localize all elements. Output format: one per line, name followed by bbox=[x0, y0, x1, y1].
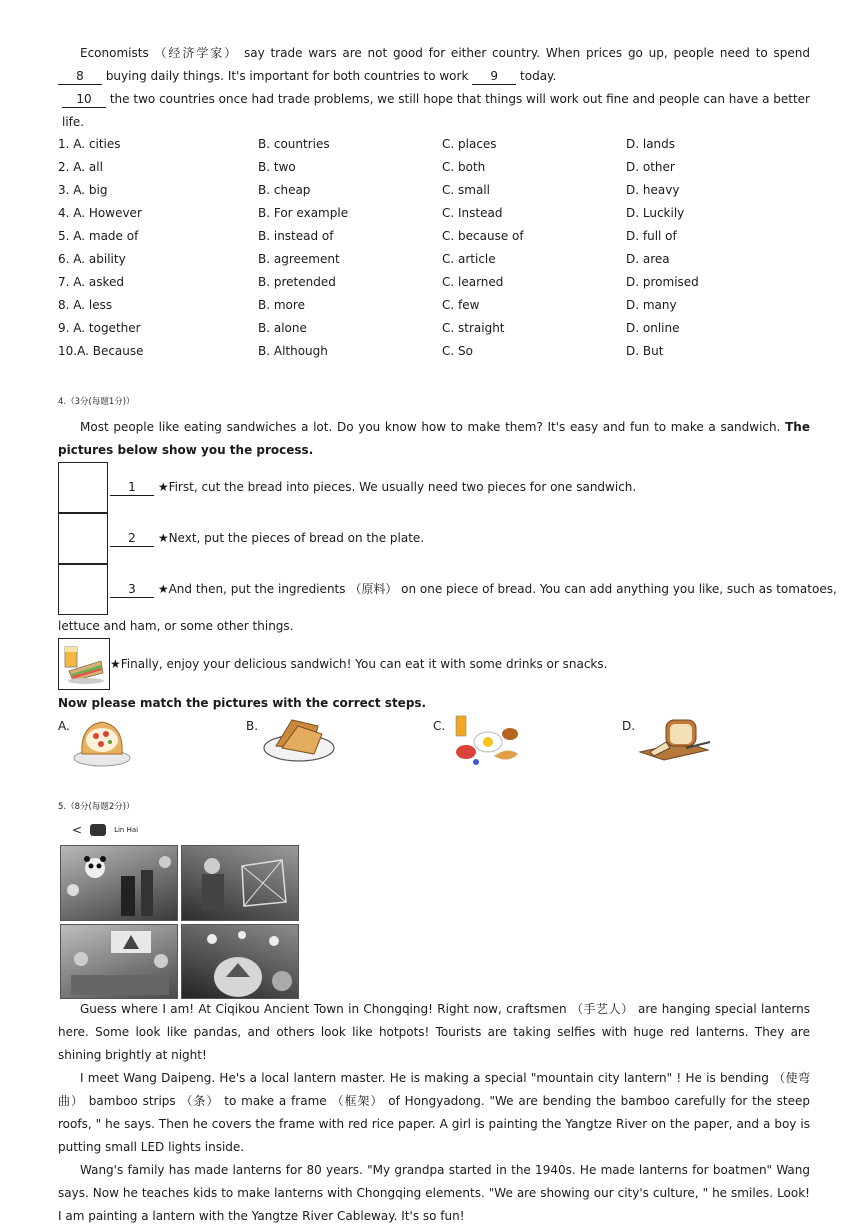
option-c[interactable]: C. few bbox=[442, 298, 480, 312]
option-c[interactable]: C. So bbox=[442, 344, 473, 358]
toast-on-plate-picture-b[interactable] bbox=[262, 712, 336, 764]
question-4-heading: 4.（3分(每题1分)） bbox=[58, 397, 135, 407]
option-b[interactable]: B. cheap bbox=[258, 183, 311, 197]
q4-intro-bold: The pictures below show you the process. bbox=[58, 420, 810, 457]
avatar bbox=[90, 824, 106, 836]
option-d[interactable]: D. But bbox=[626, 344, 664, 358]
plated-food-picture-a[interactable] bbox=[70, 712, 134, 770]
option-b[interactable]: B. agreement bbox=[258, 252, 340, 266]
sandwich-drink-icon bbox=[61, 641, 107, 687]
step-2 bbox=[110, 528, 424, 548]
option-d[interactable]: D. Luckily bbox=[626, 206, 685, 220]
option-d[interactable]: D. online bbox=[626, 321, 680, 335]
option-row bbox=[58, 317, 818, 340]
cloze-text: the two countries once had trade problems, we still hope that things will work out fine and people can have a better life. bbox=[62, 92, 810, 129]
cloze-text-line bbox=[62, 88, 810, 134]
option-d[interactable]: D. full of bbox=[626, 229, 677, 243]
option-d[interactable]: D. many bbox=[626, 298, 677, 312]
option-c[interactable]: C. Instead bbox=[442, 206, 503, 220]
options-table bbox=[58, 133, 818, 363]
blank-10: 10 bbox=[62, 91, 106, 108]
option-a[interactable]: 6. A. ability bbox=[58, 252, 126, 266]
option-b[interactable]: B. instead of bbox=[258, 229, 334, 243]
option-c[interactable]: C. straight bbox=[442, 321, 505, 335]
option-row bbox=[58, 202, 818, 225]
cloze-text: buying daily things. It's important for both countries to work bbox=[102, 69, 473, 83]
option-a[interactable]: 9. A. together bbox=[58, 321, 141, 335]
option-c[interactable]: C. small bbox=[442, 183, 490, 197]
option-row bbox=[58, 294, 818, 317]
pic-label-d: D. bbox=[622, 719, 636, 733]
option-row bbox=[58, 248, 818, 271]
photo-kids-painting bbox=[60, 924, 178, 999]
cloze-paragraph bbox=[58, 42, 810, 134]
option-c[interactable]: C. learned bbox=[442, 275, 504, 289]
step-2-blank: 2 bbox=[110, 530, 154, 547]
step-2-text: ★Next, put the pieces of bread on the plate. bbox=[154, 531, 425, 545]
option-a[interactable]: 10.A. Because bbox=[58, 344, 144, 358]
option-b[interactable]: B. For example bbox=[258, 206, 349, 220]
breakfast-spread-picture-c[interactable] bbox=[452, 712, 522, 768]
step-3-continued: lettuce and ham, or some other things. bbox=[58, 619, 294, 633]
cloze-text: Economists （经济学家） say trade wars are not good for either country. When prices go up, people need to spend bbox=[80, 46, 810, 60]
option-b[interactable]: B. alone bbox=[258, 321, 307, 335]
step-3-answer-box[interactable] bbox=[58, 564, 108, 615]
option-b[interactable]: B. countries bbox=[258, 137, 330, 151]
photo-river-lantern bbox=[181, 924, 299, 999]
option-d[interactable]: D. lands bbox=[626, 137, 676, 151]
q5-paragraph-1: Guess where I am! At Ciqikou Ancient Town in Chongqing! Right now, craftsmen （手艺人） are hanging special lanterns here. Some look like pandas, and others look like hotpots! Tourists are taking selfies with huge red lanterns. They are shining brightly at night! bbox=[58, 1002, 810, 1062]
option-row bbox=[58, 225, 818, 248]
option-c[interactable]: C. because of bbox=[442, 229, 524, 243]
step-3 bbox=[110, 579, 837, 599]
option-d[interactable]: D. other bbox=[626, 160, 675, 174]
step-1-answer-box[interactable] bbox=[58, 462, 108, 513]
option-row bbox=[58, 271, 818, 294]
bread-on-board-picture-d[interactable] bbox=[636, 712, 712, 764]
back-icon[interactable]: < bbox=[72, 823, 83, 837]
option-d[interactable]: D. heavy bbox=[626, 183, 680, 197]
blank-8: 8 bbox=[58, 68, 102, 85]
option-b[interactable]: B. two bbox=[258, 160, 296, 174]
q4-intro bbox=[58, 416, 810, 462]
step-1 bbox=[110, 477, 636, 497]
q4-intro-text: Most people like eating sandwiches a lot. Do you know how to make them? It's easy and fun to make a sandwich. bbox=[80, 420, 786, 434]
cloze-text: today. bbox=[516, 69, 557, 83]
photo-craftsman-frame bbox=[181, 845, 299, 921]
option-a[interactable]: 8. A. less bbox=[58, 298, 113, 312]
step-1-text: ★First, cut the bread into pieces. We usually need two pieces for one sandwich. bbox=[154, 480, 637, 494]
pic-label-b: B. bbox=[246, 719, 259, 733]
option-a[interactable]: 3. A. big bbox=[58, 183, 108, 197]
step-1-blank: 1 bbox=[110, 479, 154, 496]
option-c[interactable]: C. both bbox=[442, 160, 486, 174]
q5-paragraph-2: I meet Wang Daipeng. He's a local lantern master. He is making a special "mountain city lantern" ! He is bending （使弯曲） bamboo strips （条） to make a frame （框架） of Hongyadong. "We are bending the bamboo carefully for the steep roofs, " he says. Then he covers the frame with red rice paper. A girl is painting the Yangtze River on the paper, and a boy is putting small LED lights inside. bbox=[58, 1071, 810, 1154]
pic-label-a: A. bbox=[58, 719, 70, 733]
step-2-answer-box[interactable] bbox=[58, 513, 108, 564]
option-c[interactable]: C. places bbox=[442, 137, 497, 151]
lantern-photo-grid bbox=[60, 845, 299, 999]
pic-label-c: C. bbox=[433, 719, 446, 733]
option-a[interactable]: 5. A. made of bbox=[58, 229, 139, 243]
final-step-picture bbox=[58, 638, 110, 690]
option-a[interactable]: 2. A. all bbox=[58, 160, 103, 174]
option-row bbox=[58, 179, 818, 202]
blank-9: 9 bbox=[472, 68, 516, 85]
option-d[interactable]: D. area bbox=[626, 252, 670, 266]
cloze-text-line bbox=[58, 42, 810, 88]
option-a[interactable]: 1. A. cities bbox=[58, 137, 121, 151]
option-d[interactable]: D. promised bbox=[626, 275, 699, 289]
option-c[interactable]: C. article bbox=[442, 252, 496, 266]
social-post-header bbox=[72, 823, 138, 837]
option-b[interactable]: B. pretended bbox=[258, 275, 336, 289]
question-5-heading: 5.（8分(每题2分)） bbox=[58, 802, 135, 812]
social-username: Lin Hai bbox=[114, 826, 139, 834]
option-a[interactable]: 7. A. asked bbox=[58, 275, 125, 289]
option-a[interactable]: 4. A. However bbox=[58, 206, 142, 220]
step-3-text: ★And then, put the ingredients （原料） on one piece of bread. You can add anything you like, such as tomatoes, bbox=[154, 582, 837, 596]
option-row bbox=[58, 156, 818, 179]
q5-passage bbox=[58, 998, 810, 1227]
step-3-blank: 3 bbox=[110, 581, 154, 598]
final-step-text: ★Finally, enjoy your delicious sandwich! You can eat it with some drinks or snacks. bbox=[110, 657, 608, 671]
option-b[interactable]: B. Although bbox=[258, 344, 328, 358]
option-row bbox=[58, 340, 818, 363]
option-b[interactable]: B. more bbox=[258, 298, 305, 312]
match-instruction: Now please match the pictures with the correct steps. bbox=[58, 696, 427, 710]
q5-paragraph-3: Wang's family has made lanterns for 80 years. "My grandpa started in the 1940s. He made lanterns for boatmen" Wang says. Now he teaches kids to make lanterns with Chongqing elements. "We are showing our city's culture, " he smiles. Look! I am painting a lantern with the Yangtze River Cableway. It's so fun! bbox=[58, 1163, 810, 1223]
photo-panda-lanterns bbox=[60, 845, 178, 921]
option-row bbox=[58, 133, 818, 156]
